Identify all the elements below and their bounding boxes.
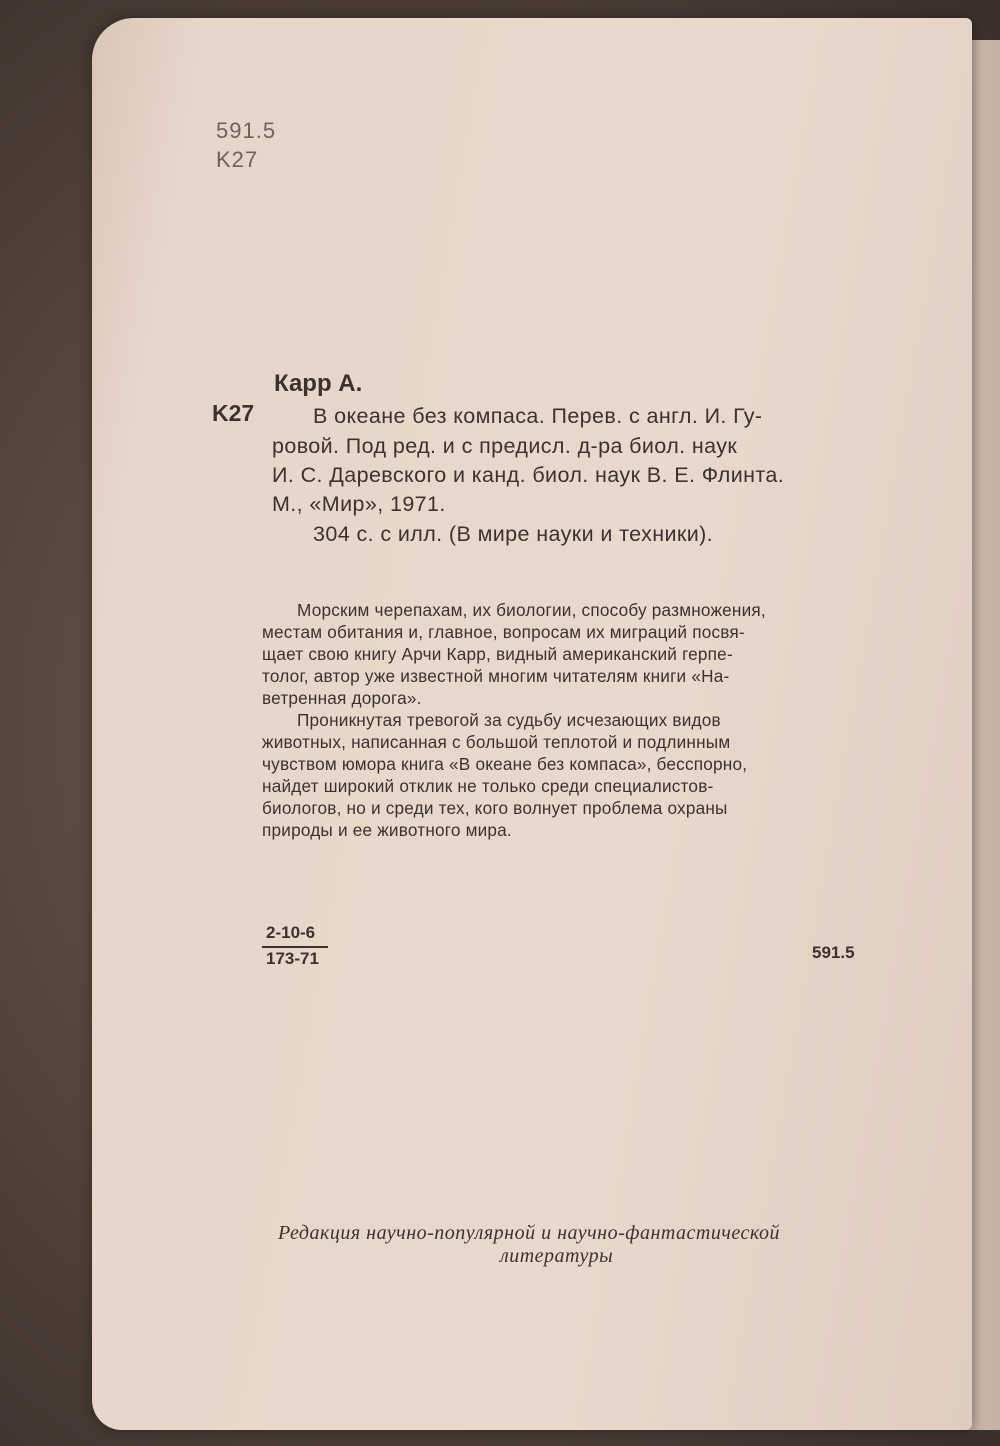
bibliographic-line: 304 с. с илл. (В мире науки и техники). bbox=[313, 522, 714, 546]
fraction-divider bbox=[262, 946, 328, 948]
annotation-line: природы и ее животного мира. bbox=[262, 820, 512, 840]
publisher-code-numerator: 2-10-6 bbox=[266, 923, 316, 942]
bibliographic-line: В океане без компаса. Перев. с англ. И. Гу- bbox=[313, 404, 763, 428]
bibliographic-line: ровой. Под ред. и с предисл. д-ра биол. наук bbox=[272, 434, 738, 458]
publisher-code-denominator: 173-71 bbox=[266, 949, 319, 968]
annotation-line: Морским черепахам, их биологии, способу размножения, bbox=[297, 600, 766, 620]
bibliographic-line: М., «Мир», 1971. bbox=[272, 492, 446, 516]
annotation-line: щает свою книгу Арчи Карр, видный американский герпе- bbox=[262, 644, 733, 664]
annotation-line: Проникнутая тревогой за судьбу исчезающих видов bbox=[297, 710, 721, 730]
bibliographic-line: И. С. Даревского и канд. биол. наук В. Е. Флинта. bbox=[272, 463, 785, 487]
imprint-line: литературы bbox=[500, 1245, 614, 1267]
author-name: Карр А. bbox=[274, 370, 363, 397]
classification-stamp-code: K27 bbox=[216, 147, 259, 172]
author-index-mark: K27 bbox=[212, 400, 255, 426]
annotation-line: местам обитания и, главное, вопросам их миграций посвя- bbox=[262, 622, 745, 642]
annotation-line: биологов, но и среди тех, кого волнует проблема охраны bbox=[262, 798, 728, 818]
annotation-line: ветренная дорога». bbox=[262, 688, 422, 708]
annotation-line: чувством юмора книга «В океане без компаса», бесспорно, bbox=[262, 754, 748, 774]
classification-stamp-number: 591.5 bbox=[216, 118, 277, 143]
imprint-line: Редакция научно-популярной и научно-фантастической bbox=[278, 1222, 780, 1244]
annotation-line: толог, автор уже известной многим читателям книги «На- bbox=[262, 666, 730, 686]
annotation-line: найдет широкий отклик не только среди специалистов- bbox=[262, 776, 714, 796]
annotation-line: животных, написанная с большой теплотой и подлинным bbox=[262, 732, 731, 752]
udc-code: 591.5 bbox=[812, 943, 855, 962]
